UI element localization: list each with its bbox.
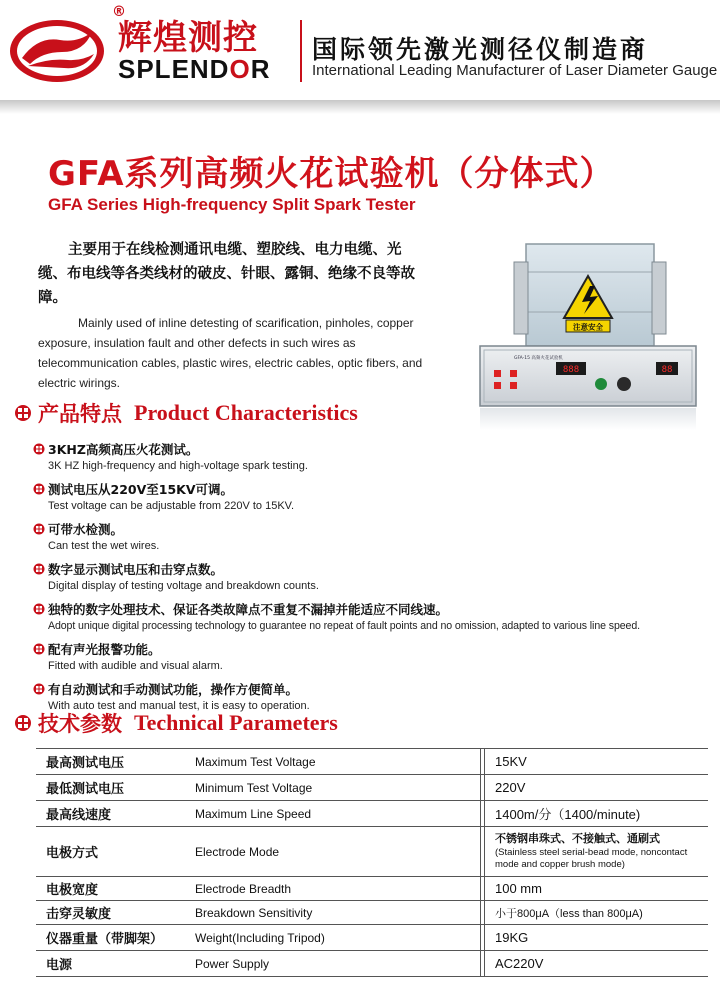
table-row (36, 801, 708, 827)
param-value: 15KV (495, 754, 527, 769)
header-divider (300, 20, 302, 82)
voltage-knob-icon (617, 377, 631, 391)
brand-en-o: O (229, 54, 251, 84)
param-name-en: Power Supply (181, 951, 481, 976)
feature-en: Adopt unique digital processing technology to guarantee no repeat of fault points and no omission, adapted to various line speed. (48, 620, 640, 632)
table-row (36, 749, 708, 775)
table-row (36, 951, 708, 977)
splendor-logo-icon (8, 18, 106, 84)
list-item (33, 560, 720, 596)
feature-bullet-icon (33, 523, 45, 535)
feature-bullet-icon (33, 643, 45, 655)
param-value: 小于800μA（less than 800μA) (495, 907, 643, 920)
param-value (485, 827, 708, 876)
tagline-cn: 国际领先激光测径仪制造商 (312, 35, 649, 64)
feature-en: 3K HZ high-frequency and high-voltage spark testing. (48, 460, 308, 472)
list-item (33, 480, 720, 516)
characteristics-heading-cn: 产品特点 (38, 402, 122, 426)
characteristics-heading-en: Product Characteristics (134, 400, 358, 425)
list-item (33, 440, 720, 476)
param-value: AC220V (495, 956, 544, 971)
product-photo (474, 232, 704, 432)
page-title-en: GFA Series High-frequency Split Spark Tester (48, 195, 416, 214)
feature-bullet-icon (33, 443, 45, 455)
parameters-heading-cn: 技术参数 (38, 712, 122, 736)
param-name-cn: 最高线速度 (46, 808, 112, 823)
param-value-main: 不锈钢串珠式、不接触式、通刷式 (495, 833, 660, 845)
param-name-en: Breakdown Sensitivity (181, 901, 481, 924)
table-row (36, 901, 708, 925)
feature-list (33, 440, 720, 720)
list-item (33, 520, 720, 556)
tagline-en: International Leading Manufacturer of Laser Diameter Gauge (312, 62, 718, 79)
power-indicator-icon (595, 378, 607, 390)
feature-cn: 可带水检测。 (48, 522, 124, 537)
page-title-cn: GFA系列高频火花试验机（分体式） (48, 154, 615, 194)
page-header (0, 0, 720, 100)
feature-en: Can test the wet wires. (48, 540, 160, 552)
param-name-cn: 最低测试电压 (46, 782, 125, 797)
feature-cn: 测试电压从220V至15KV可调。 (48, 482, 234, 497)
param-name-en: Minimum Test Voltage (181, 775, 481, 800)
table-row (36, 827, 708, 877)
section-bullet-icon (14, 404, 32, 422)
param-value: 1400m/分（1400/minute) (495, 807, 641, 822)
feature-en: Test voltage can be adjustable from 220V to 15KV. (48, 500, 295, 512)
table-row (36, 877, 708, 901)
param-name-cn: 击穿灵敏度 (46, 907, 112, 922)
section-bullet-icon (14, 714, 32, 732)
registered-mark: ® (112, 4, 126, 20)
param-value: 19KG (495, 930, 529, 945)
feature-cn: 数字显示测试电压和击穿点数。 (48, 562, 224, 577)
param-name-en: Electrode Mode (181, 827, 481, 876)
param-name-cn: 电源 (46, 958, 73, 973)
param-name-en: Electrode Breadth (181, 877, 481, 900)
parameters-heading-en: Technical Parameters (134, 710, 338, 735)
feature-bullet-icon (33, 603, 45, 615)
list-item (33, 600, 720, 636)
list-item (33, 640, 720, 676)
param-name-cn: 最高测试电压 (46, 756, 125, 771)
brand-name-cn: 辉煌测控 (118, 18, 258, 58)
param-name-cn: 电极方式 (46, 846, 99, 861)
intro-text-cn: 主要用于在线检测通讯电缆、塑胶线、电力电缆、光缆、布电线等各类线材的破皮、针眼、露铜、绝缘不良等故障。 (38, 242, 415, 306)
param-name-cn: 仪器重量（带脚架） (46, 932, 164, 947)
panel-label: GFA-15 高频火花试验机 (514, 356, 563, 361)
feature-bullet-icon (33, 683, 45, 695)
feature-en: Digital display of testing voltage and breakdown counts. (48, 580, 319, 592)
feature-cn: 3KHZ高频高压火花测试。 (48, 442, 199, 457)
characteristics-heading (14, 398, 358, 428)
feature-bullet-icon (33, 563, 45, 575)
feature-cn: 配有声光报警功能。 (48, 642, 161, 657)
header-shadow (0, 100, 720, 114)
param-value: 220V (495, 780, 526, 795)
brand-en-part1: SPLEND (118, 54, 230, 84)
brand-en-part2: R (250, 54, 271, 84)
table-row (36, 925, 708, 951)
feature-cn: 有自动测试和手动测试功能，操作方便简单。 (48, 682, 299, 697)
table-row (36, 775, 708, 801)
parameters-table (36, 748, 708, 977)
feature-en: Fitted with audible and visual alarm. (48, 660, 223, 672)
param-name-en: Maximum Line Speed (181, 801, 481, 826)
feature-cn: 独特的数字处理技术、保证各类故障点不重复不漏掉并能适应不同线速。 (48, 602, 449, 617)
brand-name-en (118, 54, 270, 85)
param-name-en: Maximum Test Voltage (181, 749, 481, 774)
count-display-value: 88 (661, 365, 673, 375)
warning-label: 注意安全 (573, 322, 603, 332)
feature-en: With auto test and manual test, it is easy to operation. (48, 700, 310, 712)
voltage-display-value: 888 (562, 365, 580, 375)
param-name-en: Weight(Including Tripod) (181, 925, 481, 950)
param-name-cn: 电极宽度 (46, 883, 99, 898)
param-value-sub: (Stainless steel serial-bead mode, noncontact mode and copper brush mode) (495, 847, 688, 870)
feature-bullet-icon (33, 483, 45, 495)
intro-text-en: Mainly used of inline detesting of scarification, pinholes, copper exposure, insulation fault and other defects in such wires as telecommunication cables, plastic wires, electric cables, optic fibers, and electric wirings. (38, 316, 423, 390)
param-value: 100 mm (495, 881, 542, 896)
parameters-heading (14, 708, 338, 738)
